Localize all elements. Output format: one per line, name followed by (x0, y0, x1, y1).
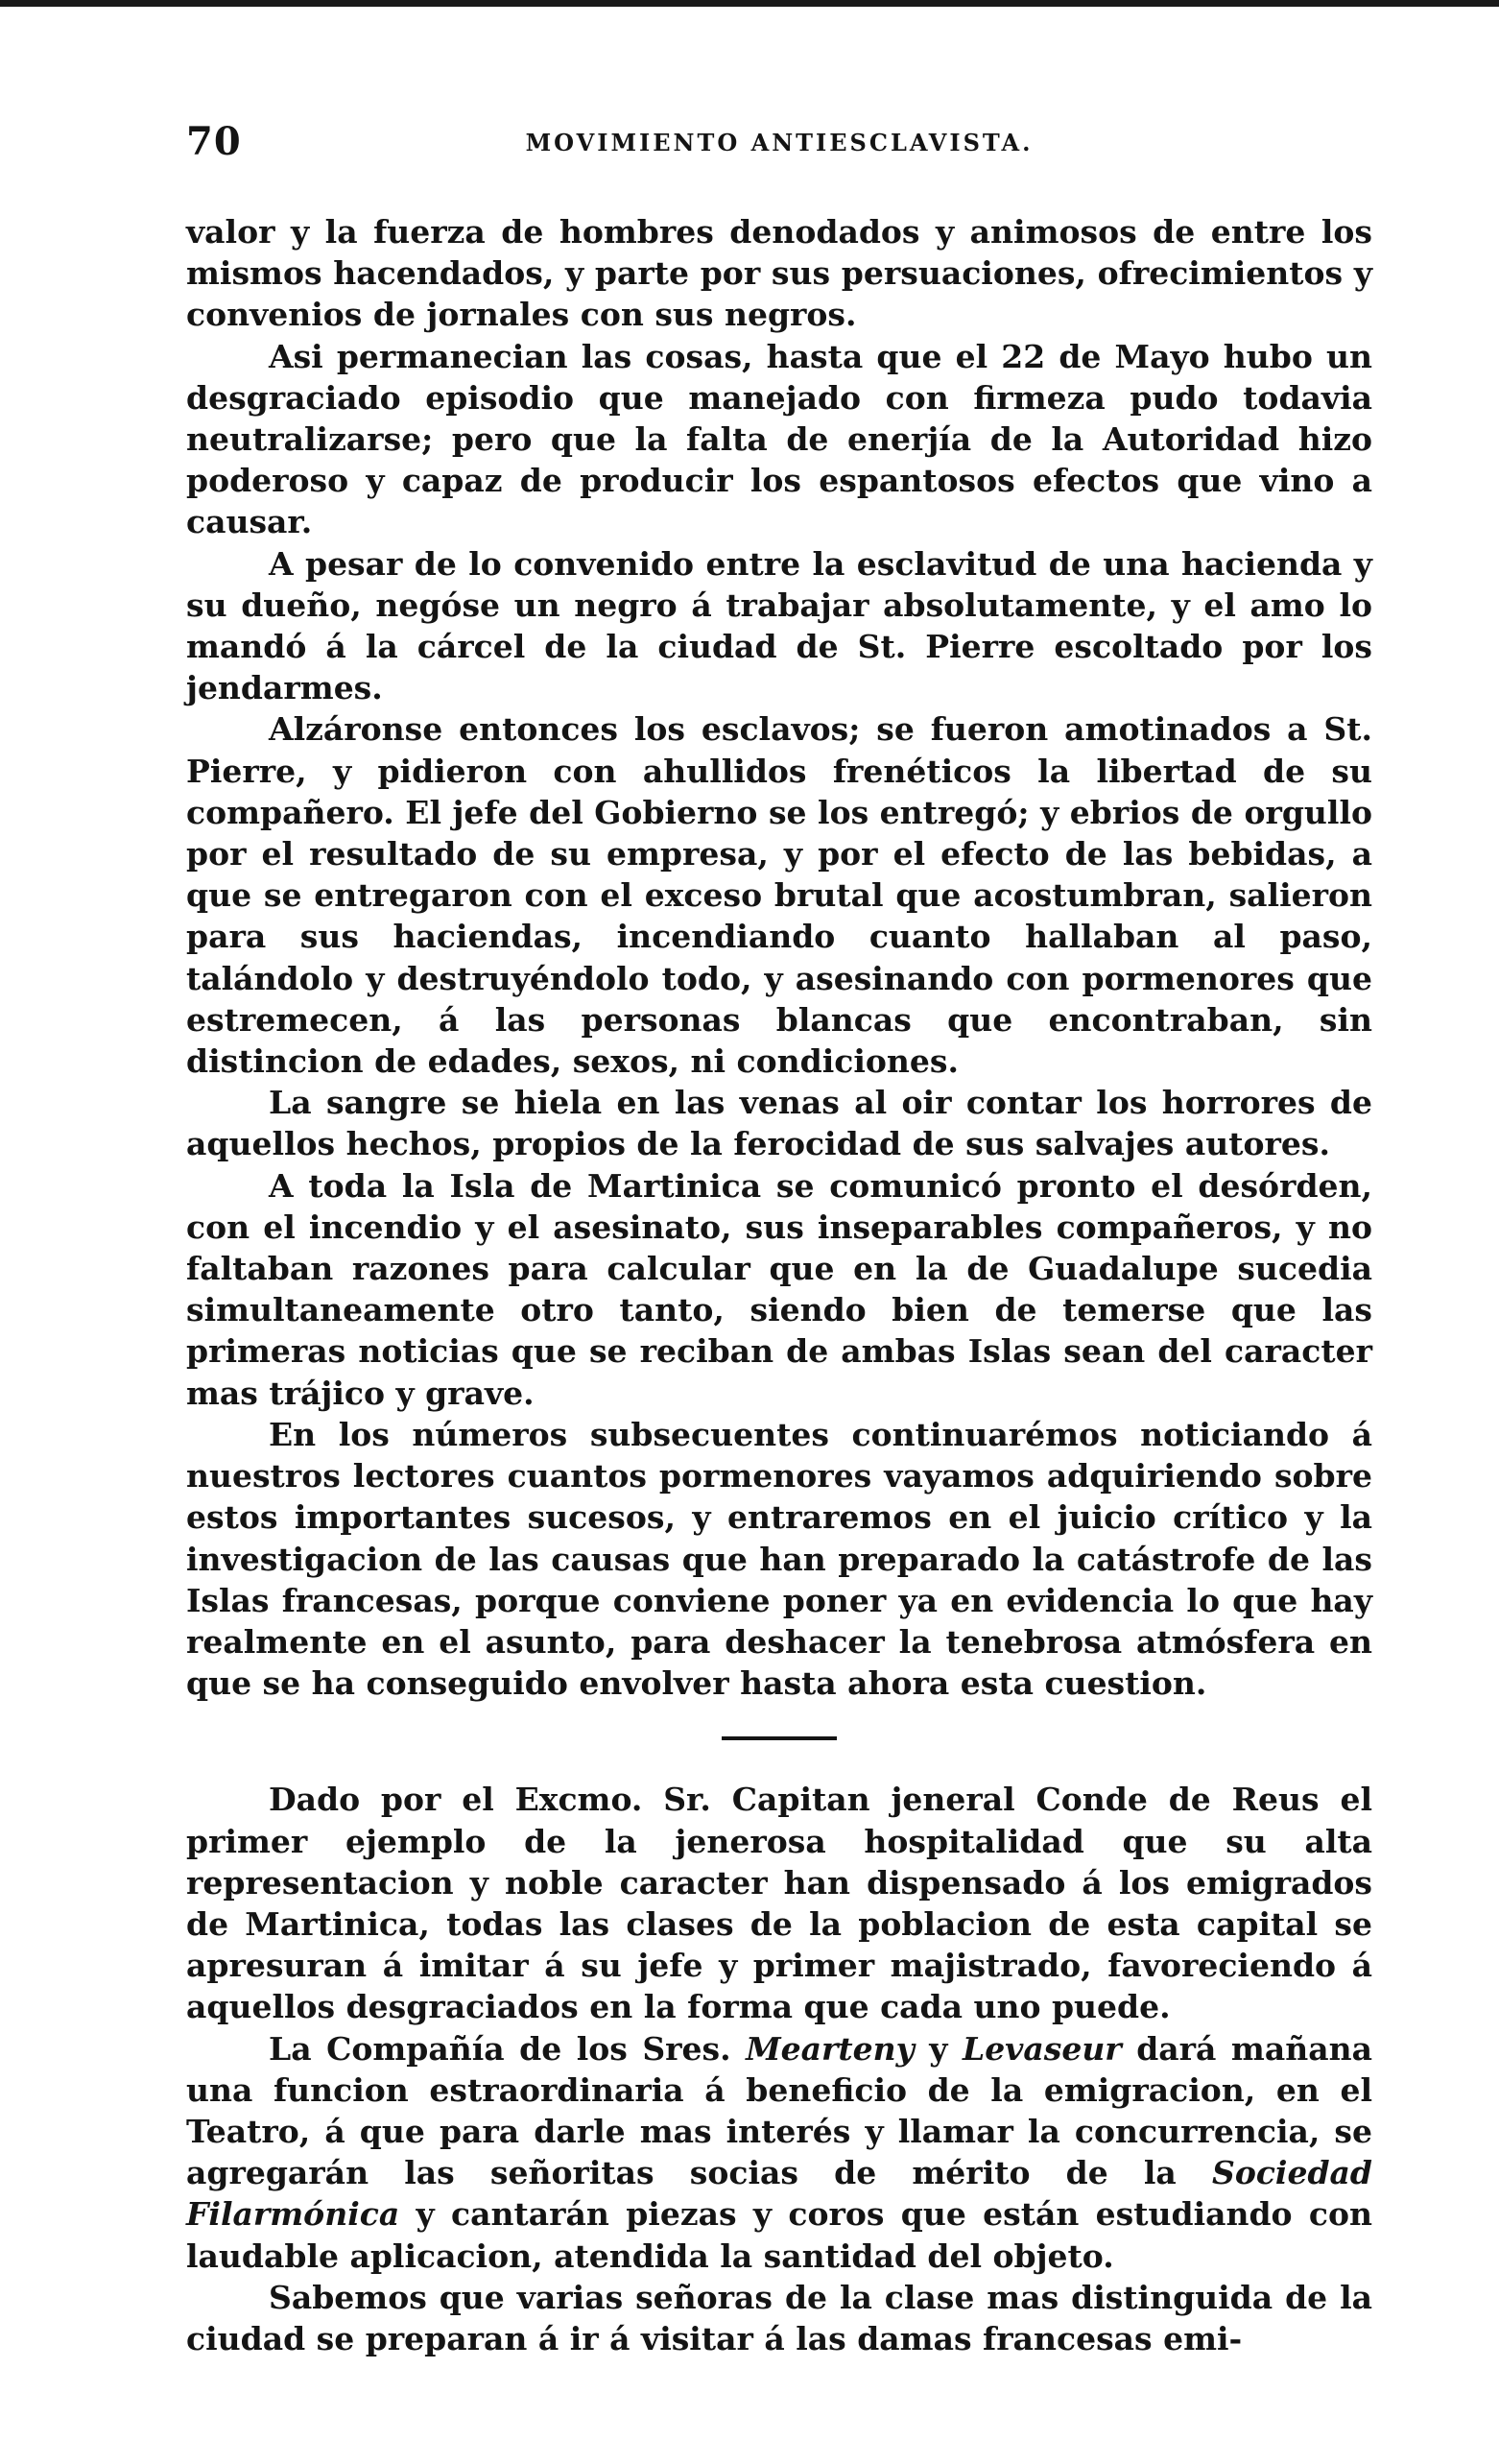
book-page (186, 119, 1372, 2359)
paragraph: A pesar de lo convenido entre la esclavitud de una hacienda y su dueño, negóse un negro á trabajar absolutamente, y el amo lo mandó á la cárcel de la ciudad de St. Pierre escoltado por los jendarmes. (186, 544, 1372, 707)
text-run: dará mañana una funcion estraordinaria á beneficio de la emigracion, en el Teatro, á que para darle mas interés y llamar la concurrencia, se agregarán las señoritas socias de mérito de la (186, 2029, 1372, 2192)
text-run: y (914, 2029, 963, 2068)
running-title: MOVIMIENTO ANTIESCLAVISTA. (525, 129, 1034, 156)
text-run: y cantarán piezas y coros que están estudiando con laudable aplicacion, atendida la santidad del objeto. (186, 2195, 1372, 2275)
page-number: 70 (186, 119, 242, 164)
article-section-2 (186, 1779, 1372, 2359)
article-section-1 (186, 211, 1372, 1704)
company-name-1: Mearteny (746, 2029, 915, 2068)
paragraph: Asi permanecian las cosas, hasta que el 22 de Mayo hubo un desgraciado episodio que manejado con firmeza pudo todavia neutralizarse; pero que la falta de enerjía de la Autoridad hizo poderoso y capaz de producir los espantosos efectos que vino a causar. (186, 337, 1372, 541)
text-run: La Compañía de los Sres. (269, 2029, 747, 2068)
running-header (186, 119, 1372, 177)
paragraph: Alzáronse entonces los esclavos; se fueron amotinados a St. Pierre, y pidieron con ahullidos frenéticos la libertad de su compañero. El jefe del Gobierno se los entregó; y ebrios de orgullo por el resultado de su empresa, y por el efecto de las bebidas, a que se entregaron con el exceso brutal que acostumbran, salieron para sus haciendas, incendiando cuanto hallaban al paso, talándolo y destruyéndolo todo, y asesinando con pormenores que estremecen, á las personas blancas que encontraban, sin distincion de edades, sexos, ni condiciones. (186, 710, 1372, 1081)
paragraph-theater (186, 2028, 1372, 2277)
paragraph: A toda la Isla de Martinica se comunicó pronto el desórden, con el incendio y el asesinato, sus inseparables compañeros, y no faltaban razones para calcular que en la de Guadalupe sucedia simultaneamente otro tanto, siendo bien de temerse que las primeras noticias que se reciban de ambas Islas sean del caracter mas trájico y grave. (186, 1166, 1372, 1412)
society-name: Sociedad Filarmónica (186, 2154, 1372, 2234)
paragraph: Sabemos que varias señoras de la clase mas distinguida de la ciudad se preparan á ir á visitar á las damas francesas emi- (186, 2278, 1372, 2357)
company-name-2: Levaseur (962, 2029, 1122, 2068)
paragraph: Dado por el Excmo. Sr. Capitan jeneral Conde de Reus el primer ejemplo de la jenerosa hospitalidad que su alta representacion y noble caracter han dispensado á los emigrados de Martinica, todas las clases de la poblacion de esta capital se apresuran á imitar á su jefe y primer majistrado, favoreciendo á aquellos desgraciados en la forma que cada uno puede. (186, 1781, 1372, 2026)
section-separator-rule (722, 1736, 837, 1740)
paragraph: La sangre se hiela en las venas al oir contar los horrores de aquellos hechos, propios de la ferocidad de sus salvajes autores. (186, 1084, 1372, 1163)
top-border-rule (0, 0, 1499, 7)
paragraph: En los números subsecuentes continuarémos noticiando á nuestros lectores cuantos pormenores vayamos adquiriendo sobre estos importantes sucesos, y entraremos en el juicio crítico y la investigacion de las causas que han preparado la catástrofe de las Islas francesas, porque conviene poner ya en evidencia lo que hay realmente en el asunto, para deshacer la tenebrosa atmósfera en que se ha conseguido envolver hasta ahora esta cuestion. (186, 1415, 1372, 1703)
paragraph: valor y la fuerza de hombres denodados y animosos de entre los mismos hacendados, y parte por sus persuaciones, ofrecimientos y convenios de jornales con sus negros. (186, 213, 1372, 334)
